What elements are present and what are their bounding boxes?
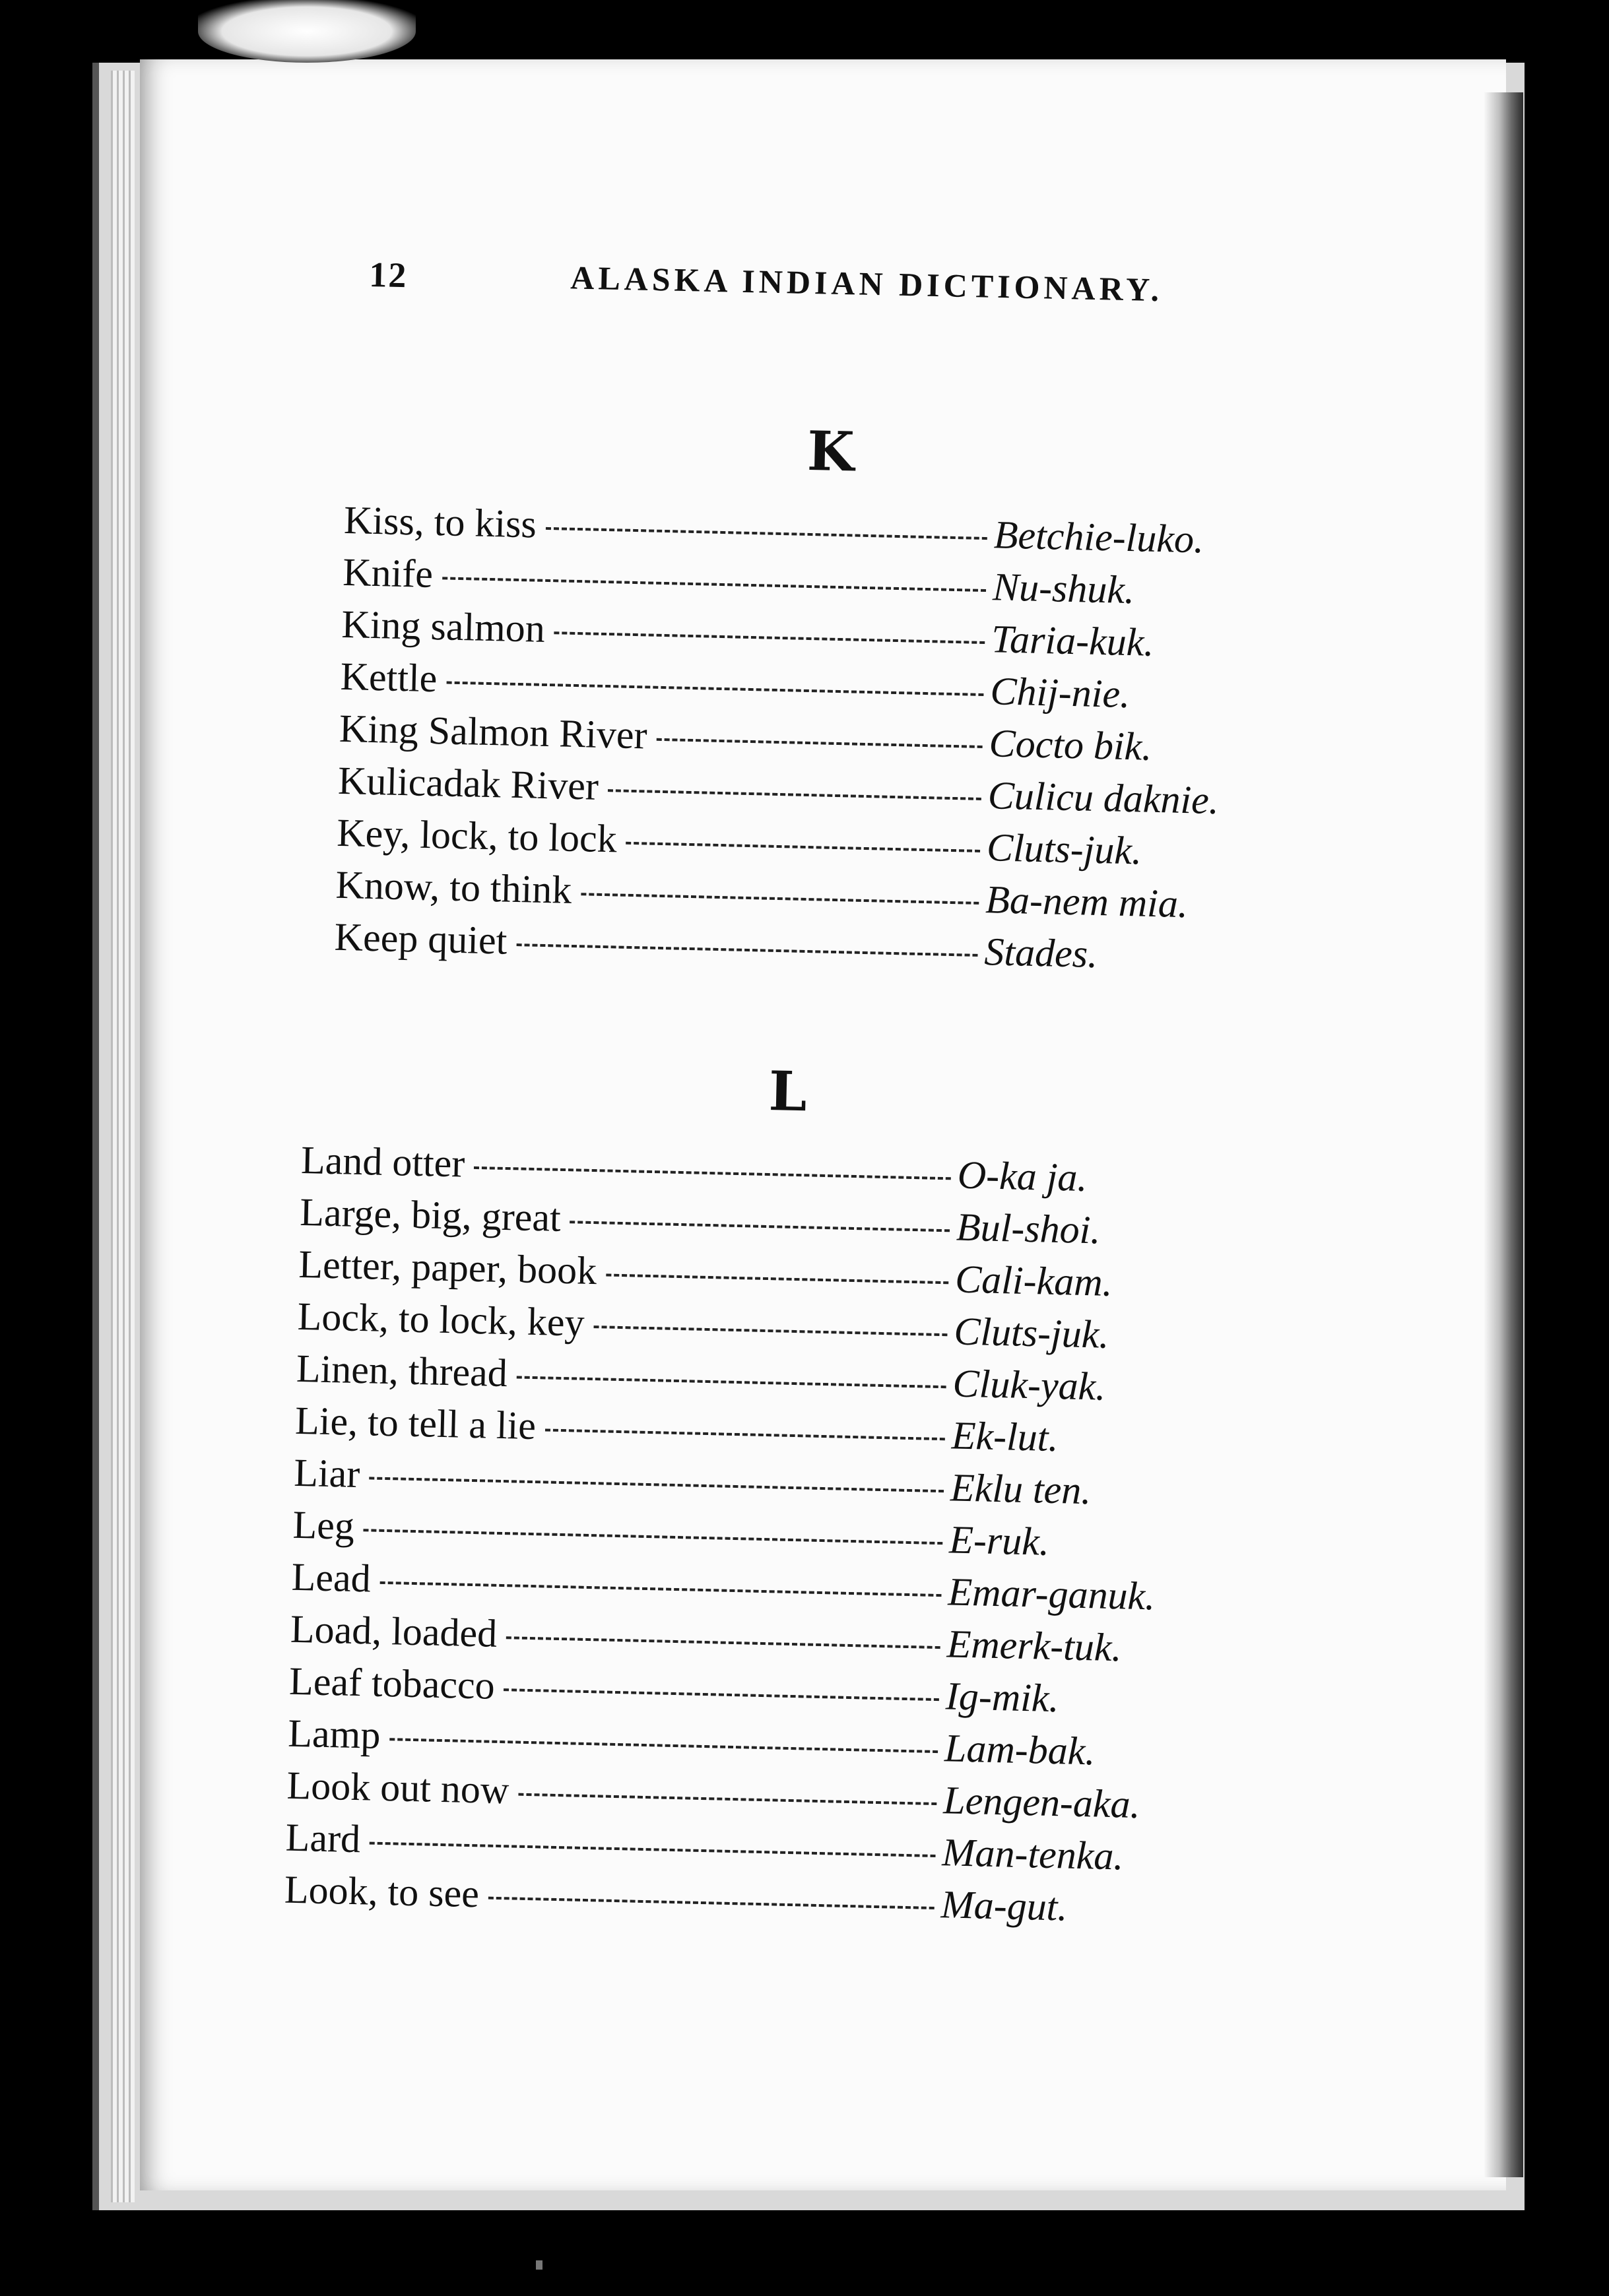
dot-leader (581, 893, 979, 905)
entry-translation: Cali-kam. (954, 1257, 1113, 1304)
dot-leader (506, 1636, 940, 1649)
scan-blemish (198, 0, 416, 63)
entry-term: Linen, thread (296, 1346, 508, 1395)
entry-translation: Taria-kuk. (991, 617, 1155, 664)
entry-term: King salmon (341, 602, 546, 651)
entry-term: Land otter (300, 1137, 466, 1186)
entry-translation: Nu-shuk. (992, 565, 1135, 612)
entry-term: King Salmon River (339, 706, 648, 757)
dot-leader (380, 1581, 942, 1597)
entry-term: Load, loaded (290, 1607, 498, 1655)
entry-term: Large, big, great (299, 1190, 562, 1240)
entry-translation: Stades. (983, 930, 1098, 976)
section-l (284, 1049, 1254, 1940)
entry-list (334, 497, 1288, 988)
entry-translation: Cluk-yak. (952, 1361, 1107, 1409)
entry-term: Kulicadak River (337, 758, 599, 808)
page-number: 12 (368, 254, 408, 296)
entry-term: Lamp (287, 1711, 381, 1757)
section-letter-heading: K (806, 419, 855, 484)
entry-translation: E-ruk. (948, 1517, 1050, 1564)
entry-term: Look out now (286, 1763, 509, 1812)
entry-translation: Chij-nie. (989, 669, 1131, 717)
dot-leader (517, 1376, 946, 1388)
dot-leader (518, 1793, 936, 1805)
entry-translation: Cluts-juk. (953, 1309, 1110, 1356)
entry-term: Leaf tobacco (288, 1659, 496, 1707)
dot-leader (389, 1738, 938, 1753)
dot-leader (545, 1428, 945, 1440)
dot-leader (488, 1897, 935, 1909)
entry-translation: O-ka ja. (957, 1153, 1088, 1199)
dot-leader (516, 943, 977, 957)
dot-leader (593, 1325, 947, 1336)
entry-term: Kettle (340, 654, 438, 701)
entry-translation: Ig-mik. (945, 1674, 1060, 1721)
entry-term: Lard (285, 1815, 361, 1861)
section-letter-heading: L (768, 1060, 808, 1124)
entry-term: Know, to think (335, 862, 573, 912)
running-title: ALASKA INDIAN DICTIONARY. (570, 259, 1164, 309)
dot-leader (504, 1688, 938, 1701)
entry-translation: Cocto bik. (989, 721, 1153, 769)
entry-term: Key, lock, to lock (336, 810, 618, 861)
dot-leader (570, 1221, 950, 1232)
entry-term: Kiss, to kiss (343, 497, 537, 546)
dot-leader (364, 1529, 943, 1545)
dot-leader (606, 1273, 948, 1284)
entry-term: Letter, paper, book (298, 1242, 597, 1293)
binding-gutter (1484, 92, 1523, 2177)
dot-leader (370, 1842, 936, 1857)
entry-translation: Lengen-aka. (942, 1778, 1141, 1827)
dot-leader (546, 527, 987, 540)
entry-translation: Eklu ten. (950, 1465, 1092, 1513)
entry-translation: Cluts-juk. (986, 825, 1142, 873)
dot-leader (442, 577, 986, 592)
entry-term: Lie, to tell a lie (294, 1398, 537, 1448)
entry-translation: Man-tenka. (941, 1830, 1125, 1878)
dot-leader (446, 682, 983, 696)
entry-term: Keep quiet (334, 914, 508, 963)
page-mark (536, 2260, 542, 2270)
entry-term: Lead (291, 1554, 372, 1601)
entry-translation: Emerk-tuk. (946, 1622, 1123, 1670)
entry-translation: Betchie-luko. (993, 513, 1204, 561)
entry-translation: Ba-nem mia. (985, 877, 1189, 926)
entry-translation: Emar-ganuk. (947, 1570, 1156, 1618)
entry-term: Leg (292, 1502, 355, 1548)
dot-leader (554, 631, 985, 644)
entry-term: Look, to see (284, 1867, 480, 1916)
dot-leader (474, 1166, 951, 1180)
dot-leader (626, 842, 980, 852)
entry-list (284, 1137, 1252, 1940)
entry-term: Knife (342, 550, 434, 596)
entry-translation: Culicu daknie. (987, 773, 1220, 823)
entry-translation: Ma-gut. (940, 1882, 1068, 1929)
dot-leader (369, 1477, 944, 1492)
dot-leader (656, 738, 982, 748)
entry-translation: Ek-lut. (951, 1413, 1059, 1460)
entry-term: Lock, to lock, key (297, 1294, 585, 1345)
dot-leader (608, 789, 981, 800)
section-k (334, 409, 1290, 988)
entry-translation: Lam-bak. (944, 1726, 1096, 1773)
entry-translation: Bul-shoi. (956, 1205, 1101, 1252)
entry-term: Liar (293, 1450, 361, 1496)
